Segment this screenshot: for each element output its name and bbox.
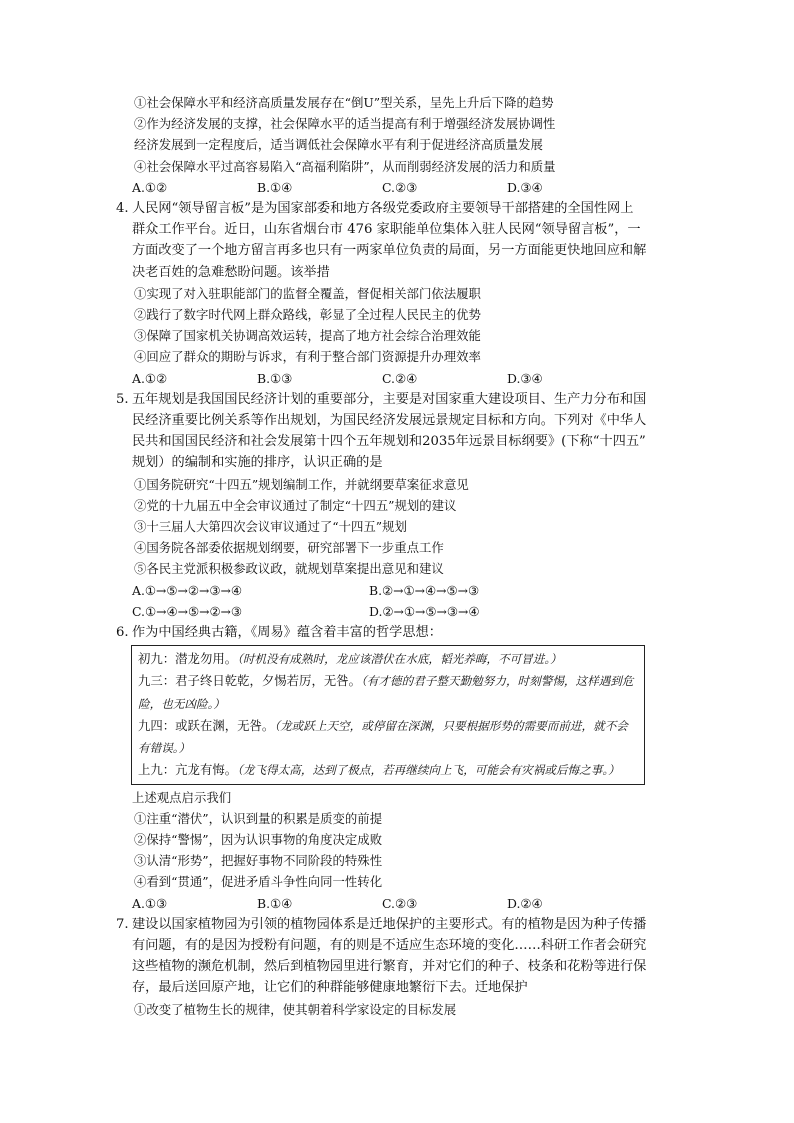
q5-option-d[interactable]: D.②→①→⑤→③→④ xyxy=(369,603,480,619)
q4-item-2: ②践行了数字时代网上群众路线，彰显了全过程人民民主的优势 xyxy=(134,307,481,323)
q3-option-b[interactable]: B.①④ xyxy=(257,179,293,195)
q7-stem-line-1 xyxy=(116,914,662,935)
q4-stem-line-1 xyxy=(116,198,662,219)
q5-item-5: ⑤各民主党派积极参政议政，就规划草案提出意见和建议 xyxy=(134,561,444,577)
q4-item-1: ①实现了对入驻职能部门的监督全覆盖，督促相关部门依法履职 xyxy=(134,285,481,301)
q4-stem-line-3: 方面改变了一个地方留言再多也只有一两家单位负责的局面，另一方面能更快地回应和解 xyxy=(132,243,647,259)
q4-stem-line-2: 群众工作平台。近日，山东省烟台市 476 家职能单位集体入驻人民网“领导留言板”，一 xyxy=(132,222,641,238)
question-7 xyxy=(116,914,662,1020)
q4-options xyxy=(132,368,662,389)
q6-quote-box xyxy=(131,645,645,784)
q3-option-c[interactable]: C.②③ xyxy=(382,179,418,195)
q6-item-2: ②保持“警惕”，因为认识事物的角度决定成败 xyxy=(134,831,383,847)
q4-stem-text-1: 人民网“领导留言板”是为国家部委和地方各级党委政府主要领导干部搭建的全国性网上 xyxy=(132,201,634,217)
question-6 xyxy=(116,622,662,914)
q4-option-d[interactable]: D.③④ xyxy=(507,370,543,386)
q6-stem-line xyxy=(116,622,662,643)
q6-quote-1-note: （时机没有成熟时，龙应该潜伏在水底，韬光养晦，不可冒进。） xyxy=(237,652,562,667)
q5-stem-line-1 xyxy=(116,389,662,410)
q4-option-b[interactable]: B.①③ xyxy=(257,370,293,386)
q6-option-a[interactable]: A.①③ xyxy=(132,895,168,911)
q3-item-2: ②作为经济发展的支撑，社会保障水平的适当提高有利于增强经济发展协调性 xyxy=(134,116,556,132)
q6-option-d[interactable]: D.②④ xyxy=(507,895,543,911)
q6-quote-2-note: （有才德的君子整天勤勉努力，时刻警惕，这样遇到危险，也无凶险。） xyxy=(138,674,634,711)
q6-quote-1 xyxy=(138,648,638,670)
q5-item-2: ②党的十九届五中全会审议通过了制定“十四五”规划的建议 xyxy=(134,497,457,513)
q3-item-3: 经济发展到一定程度后，适当调低社会保障水平有利于促进经济高质量发展 xyxy=(134,137,543,153)
q6-item-3: ③认清“形势”，把握好事物不同阶段的特殊性 xyxy=(134,853,383,869)
q5-option-c[interactable]: C.①→④→⑤→②→③ xyxy=(132,603,243,619)
q7-stem-line-4: 存，最后送回原产地，让它们的种群能够健康地繁衍下去。迁地保护 xyxy=(132,980,528,996)
q7-stem-text-1: 建设以国家植物园为引领的植物园体系是迁地保护的主要形式。有的植物是因为种子传播 xyxy=(132,916,647,932)
q3-option-a[interactable]: A.①② xyxy=(132,179,168,195)
q7-number: 7. xyxy=(116,916,129,932)
q4-stem-line-4: 决老百姓的急难愁盼问题。该举措 xyxy=(132,264,330,280)
q6-item-4: ④看到“贯通”，促进矛盾斗争性向同一性转化 xyxy=(134,874,383,890)
q6-quote-4-text: 上九：亢龙有悔。 xyxy=(138,762,238,778)
exam-page xyxy=(116,92,662,1020)
q5-number: 5. xyxy=(116,391,129,407)
q6-options xyxy=(132,893,662,914)
q5-stem-text-1: 五年规划是我国国民经济计划的重要部分，主要是对国家重大建设项目、生产力分布和国 xyxy=(132,391,647,407)
q6-option-b[interactable]: B.①④ xyxy=(257,895,293,911)
q5-options-row-1 xyxy=(132,580,662,601)
q4-number: 4. xyxy=(116,201,129,217)
q5-stem-line-2: 民经济重要比例关系等作出规划，为国民经济发展远景规定目标和方向。下列对《中华人 xyxy=(132,413,647,429)
q6-quote-1-text: 初九：潜龙勿用。 xyxy=(138,651,238,667)
q3-options xyxy=(132,177,662,198)
q6-quote-4 xyxy=(138,759,638,781)
q3-item-1: ①社会保障水平和经济高质量发展存在“倒U”型关系，呈先上升后下降的趋势 xyxy=(134,95,554,110)
q5-option-b[interactable]: B.②→①→④→⑤→③ xyxy=(369,582,480,598)
q6-quote-2-text: 九三：君子终日乾乾，夕惕若厉，无咎。 xyxy=(138,673,362,689)
q4-option-c[interactable]: C.②④ xyxy=(382,370,418,386)
question-5 xyxy=(116,389,662,622)
q5-stem-line-4: 规划）的编制和实施的排序，认识正确的是 xyxy=(132,455,383,471)
q3-item-4: ④社会保障水平过高容易陷入“高福利陷阱”，从而削弱经济发展的活力和质量 xyxy=(134,158,556,174)
q6-option-c[interactable]: C.②③ xyxy=(382,895,418,911)
q6-item-1: ①注重“潜伏”，认识到量的积累是质变的前提 xyxy=(134,810,383,826)
q7-item-1: ①改变了植物生长的规律，使其朝着科学家设定的目标发展 xyxy=(134,1001,457,1017)
q7-stem-line-3: 这些植物的濒危机制，然后到植物园里进行繁育，并对它们的种子、枝条和花粉等进行保 xyxy=(132,959,647,975)
q5-stem-line-3: 民共和国国民经济和社会发展第十四个五年规划和2035年远景目标纲要》(下称“十四五” xyxy=(132,434,646,450)
q3-items xyxy=(132,92,662,177)
question-4 xyxy=(116,198,662,389)
q5-item-1: ①国务院研究“十四五”规划编制工作，并就纲要草案征求意见 xyxy=(134,476,469,492)
q6-number: 6. xyxy=(116,625,129,641)
q6-quote-4-note: （龙飞得太高，达到了极点，若再继续向上飞，可能会有灾祸或后悔之事。） xyxy=(237,763,620,778)
q6-stem-text: 作为中国经典古籍，《周易》蕴含着丰富的哲学思想： xyxy=(132,625,442,641)
q4-item-4: ④回应了群众的期盼与诉求，有利于整合部门资源提升办理效率 xyxy=(134,349,481,365)
q3-option-d[interactable]: D.③④ xyxy=(507,179,543,195)
q4-item-3: ③保障了国家机关协调高效运转，提高了地方社会综合治理效能 xyxy=(134,328,481,344)
q6-lead: 上述观点启示我们 xyxy=(132,789,232,805)
q6-quote-3-text: 九四：或跃在渊，无咎。 xyxy=(138,717,275,733)
q5-item-3: ③十三届人大第四次会议审议通过了“十四五”规划 xyxy=(134,519,407,535)
q5-options-row-2 xyxy=(132,601,662,622)
q6-quote-2 xyxy=(138,670,638,714)
q5-item-4: ④国务院各部委依据规划纲要，研究部署下一步重点工作 xyxy=(134,540,444,556)
q7-stem-line-2: 有问题，有的是因为授粉有问题，有的则是不适应生态环境的变化……科研工作者会研究 xyxy=(132,937,647,953)
q6-quote-3 xyxy=(138,715,638,759)
q6-quote-3-note: （龙或跃上天空，或停留在深渊，只要根据形势的需要而前进，就不会有错误。） xyxy=(138,718,628,756)
q4-option-a[interactable]: A.①② xyxy=(132,370,168,386)
q5-option-a[interactable]: A.①→⑤→②→③→④ xyxy=(132,582,242,598)
